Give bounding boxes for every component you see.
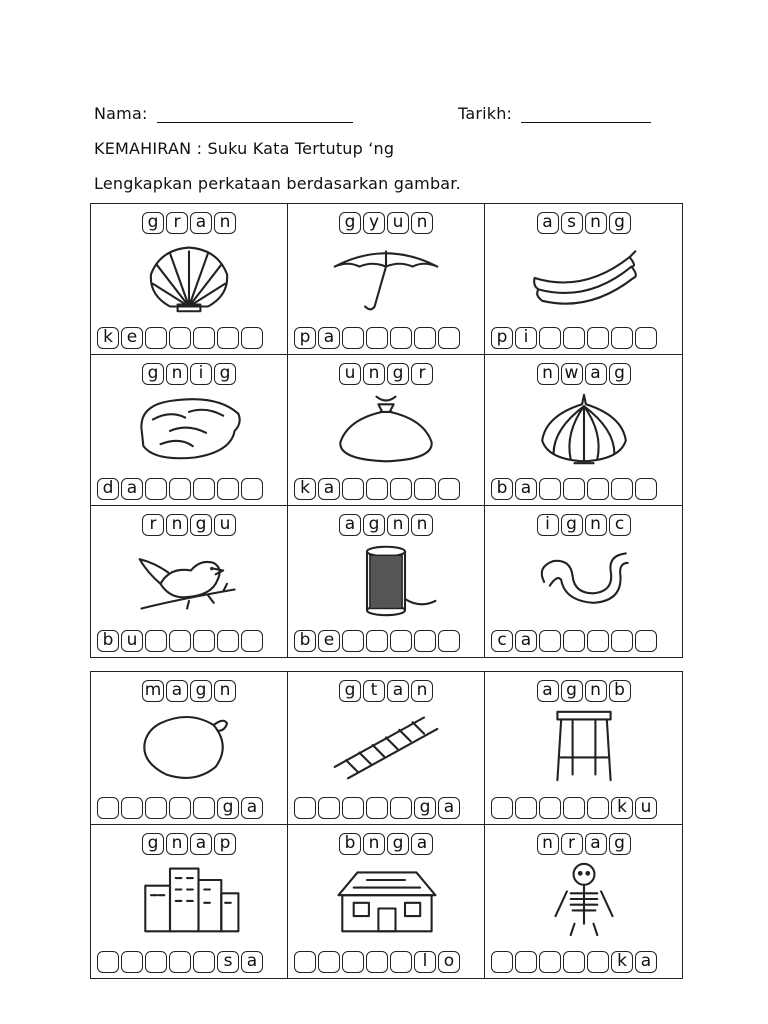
given-letter-tile: a	[515, 478, 537, 500]
scrambled-letter-tile: r	[142, 514, 164, 536]
given-letter-tile: e	[121, 327, 143, 349]
answer-blank-tile[interactable]	[635, 327, 657, 349]
answer-blank-tile[interactable]	[366, 327, 388, 349]
scrambled-letter-tile: n	[166, 833, 188, 855]
answer-blank-tile[interactable]	[366, 630, 388, 652]
answer-blank-tile[interactable]	[145, 327, 167, 349]
scrambled-letter-tile: m	[142, 680, 164, 702]
answer-blank-tile[interactable]	[169, 327, 191, 349]
thread-spool-picture	[326, 542, 446, 618]
answer-blank-tile[interactable]	[539, 630, 561, 652]
given-letter-tile: p	[491, 327, 513, 349]
answer-blank-tile[interactable]	[414, 327, 436, 349]
answer-blank-tile[interactable]	[491, 797, 513, 819]
answer-blank-tile[interactable]	[611, 630, 633, 652]
scrambled-letters	[537, 680, 631, 702]
exercise-cell-meat	[91, 355, 288, 506]
given-letter-tile: u	[635, 797, 657, 819]
scrambled-letters	[537, 514, 631, 536]
date-label	[458, 104, 651, 123]
scrambled-letter-tile: a	[585, 833, 607, 855]
answer-blank-tile[interactable]	[169, 797, 191, 819]
answer-boxes	[491, 797, 657, 819]
exercise-cell-thread-spool	[288, 506, 485, 657]
given-letter-tile: a	[241, 951, 263, 973]
given-letter-tile: o	[438, 951, 460, 973]
scrambled-letters	[537, 212, 631, 234]
answer-blank-tile[interactable]	[145, 630, 167, 652]
scrambled-letters	[142, 212, 236, 234]
scrambled-letter-tile: s	[561, 212, 583, 234]
scrambled-letter-tile: n	[585, 212, 607, 234]
answer-blank-tile[interactable]	[563, 630, 585, 652]
answer-boxes	[491, 478, 657, 500]
name-label	[94, 104, 353, 123]
scrambled-letter-tile: g	[142, 363, 164, 385]
answer-blank-tile[interactable]	[169, 478, 191, 500]
scrambled-letter-tile: c	[609, 514, 631, 536]
scrambled-letter-tile: r	[166, 212, 188, 234]
answer-blank-tile[interactable]	[342, 951, 364, 973]
answer-boxes	[294, 951, 460, 973]
scrambled-letter-tile: n	[411, 212, 433, 234]
scrambled-letter-tile: g	[339, 680, 361, 702]
given-letter-tile: l	[414, 951, 436, 973]
scrambled-letter-tile: g	[561, 680, 583, 702]
scrambled-letter-tile: a	[190, 833, 212, 855]
given-letter-tile: k	[294, 478, 316, 500]
answer-blank-tile[interactable]	[193, 327, 215, 349]
exercise-cell-city-buildings	[91, 825, 288, 978]
given-letter-tile: k	[611, 951, 633, 973]
scrambled-letter-tile: b	[339, 833, 361, 855]
answer-blank-tile[interactable]	[390, 797, 412, 819]
scrambled-letters	[142, 363, 236, 385]
answer-blank-tile[interactable]	[563, 478, 585, 500]
answer-boxes	[491, 327, 657, 349]
answer-boxes	[97, 478, 263, 500]
exercise-cell-worm	[485, 506, 682, 657]
scrambled-letters	[339, 680, 433, 702]
scrambled-letter-tile: n	[585, 514, 607, 536]
given-letter-tile: b	[97, 630, 119, 652]
answer-blank-tile[interactable]	[539, 327, 561, 349]
answer-blank-tile[interactable]	[342, 478, 364, 500]
answer-boxes	[294, 327, 460, 349]
answer-blank-tile[interactable]	[438, 327, 460, 349]
onion-picture	[524, 391, 644, 467]
answer-blank-tile[interactable]	[366, 951, 388, 973]
city-buildings-picture	[129, 861, 249, 937]
scrambled-letter-tile: n	[411, 514, 433, 536]
scrambled-letter-tile: g	[363, 514, 385, 536]
scrambled-letter-tile: g	[387, 363, 409, 385]
scrambled-letter-tile: i	[190, 363, 212, 385]
scrambled-letter-tile: g	[190, 514, 212, 536]
given-letter-tile: g	[217, 797, 239, 819]
answer-boxes	[97, 951, 263, 973]
skeleton-picture	[524, 861, 644, 937]
given-letter-tile: i	[515, 327, 537, 349]
date-field[interactable]	[521, 108, 651, 123]
answer-blank-tile[interactable]	[563, 951, 585, 973]
exercise-cell-seashell	[91, 204, 288, 355]
scrambled-letter-tile: n	[585, 680, 607, 702]
answer-blank-tile[interactable]	[491, 951, 513, 973]
answer-blank-tile[interactable]	[193, 951, 215, 973]
scrambled-letters	[339, 833, 433, 855]
given-letter-tile: d	[97, 478, 119, 500]
exercise-cell-skeleton	[485, 825, 682, 978]
exercise-cell-bananas	[485, 204, 682, 355]
scrambled-letter-tile: a	[166, 680, 188, 702]
answer-blank-tile[interactable]	[97, 951, 119, 973]
answer-blank-tile[interactable]	[318, 797, 340, 819]
ladder-picture	[326, 708, 446, 784]
worksheet-grid-top	[90, 203, 683, 658]
given-letter-tile: u	[121, 630, 143, 652]
scrambled-letter-tile: n	[363, 833, 385, 855]
exercise-cell-house	[288, 825, 485, 978]
answer-blank-tile[interactable]	[611, 478, 633, 500]
answer-blank-tile[interactable]	[121, 797, 143, 819]
scrambled-letters	[339, 212, 433, 234]
answer-blank-tile[interactable]	[342, 327, 364, 349]
answer-blank-tile[interactable]	[169, 630, 191, 652]
answer-blank-tile[interactable]	[438, 478, 460, 500]
worm-picture	[524, 542, 644, 618]
answer-blank-tile[interactable]	[515, 797, 537, 819]
house-picture	[326, 861, 446, 937]
scrambled-letter-tile: u	[387, 212, 409, 234]
worksheet-grid-bottom	[90, 671, 683, 979]
answer-blank-tile[interactable]	[635, 630, 657, 652]
given-letter-tile: a	[438, 797, 460, 819]
answer-boxes	[491, 951, 657, 973]
scrambled-letter-tile: p	[214, 833, 236, 855]
given-letter-tile: c	[491, 630, 513, 652]
skill-heading: KEMAHIRAN : Suku Kata Tertutup ‘ng	[94, 139, 395, 158]
answer-blank-tile[interactable]	[121, 951, 143, 973]
scrambled-letters	[339, 514, 433, 536]
instruction-text: Lengkapkan perkataan berdasarkan gambar.	[94, 174, 461, 193]
scrambled-letter-tile: a	[537, 212, 559, 234]
answer-blank-tile[interactable]	[539, 951, 561, 973]
answer-blank-tile[interactable]	[366, 797, 388, 819]
date-label-text: Tarikh:	[458, 104, 513, 123]
scrambled-letter-tile: r	[561, 833, 583, 855]
scrambled-letter-tile: g	[387, 833, 409, 855]
answer-boxes	[97, 630, 263, 652]
answer-blank-tile[interactable]	[390, 630, 412, 652]
exercise-cell-onion	[485, 355, 682, 506]
answer-blank-tile[interactable]	[193, 478, 215, 500]
meat-picture	[129, 391, 249, 467]
bird-picture	[129, 542, 249, 618]
given-letter-tile: k	[611, 797, 633, 819]
answer-blank-tile[interactable]	[241, 478, 263, 500]
given-letter-tile: k	[97, 327, 119, 349]
answer-boxes	[97, 327, 263, 349]
answer-blank-tile[interactable]	[587, 951, 609, 973]
given-letter-tile: s	[217, 951, 239, 973]
exercise-cell-bird	[91, 506, 288, 657]
given-letter-tile: b	[294, 630, 316, 652]
given-letter-tile: a	[318, 478, 340, 500]
answer-blank-tile[interactable]	[515, 951, 537, 973]
scrambled-letter-tile: a	[585, 363, 607, 385]
name-label-text: Nama:	[94, 104, 148, 123]
scrambled-letter-tile: n	[166, 363, 188, 385]
bananas-picture	[524, 240, 644, 316]
scrambled-letter-tile: g	[190, 680, 212, 702]
scrambled-letter-tile: g	[609, 363, 631, 385]
answer-blank-tile[interactable]	[587, 327, 609, 349]
answer-blank-tile[interactable]	[193, 630, 215, 652]
answer-blank-tile[interactable]	[294, 797, 316, 819]
scrambled-letters	[142, 680, 236, 702]
given-letter-tile: e	[318, 630, 340, 652]
answer-blank-tile[interactable]	[611, 327, 633, 349]
scrambled-letter-tile: y	[363, 212, 385, 234]
answer-blank-tile[interactable]	[342, 630, 364, 652]
scrambled-letter-tile: n	[537, 363, 559, 385]
given-letter-tile: a	[515, 630, 537, 652]
scrambled-letter-tile: g	[214, 363, 236, 385]
given-letter-tile: a	[318, 327, 340, 349]
answer-blank-tile[interactable]	[145, 478, 167, 500]
answer-blank-tile[interactable]	[294, 951, 316, 973]
answer-blank-tile[interactable]	[342, 797, 364, 819]
scrambled-letter-tile: r	[411, 363, 433, 385]
answer-blank-tile[interactable]	[217, 478, 239, 500]
scrambled-letters	[142, 514, 236, 536]
stool-picture	[524, 708, 644, 784]
answer-boxes	[294, 478, 460, 500]
given-letter-tile: b	[491, 478, 513, 500]
answer-blank-tile[interactable]	[97, 797, 119, 819]
sack-picture	[326, 391, 446, 467]
seashell-picture	[129, 240, 249, 316]
answer-blank-tile[interactable]	[587, 797, 609, 819]
scrambled-letter-tile: g	[609, 833, 631, 855]
answer-boxes	[97, 797, 263, 819]
given-letter-tile: p	[294, 327, 316, 349]
scrambled-letter-tile: g	[142, 212, 164, 234]
scrambled-letter-tile: g	[142, 833, 164, 855]
exercise-cell-umbrella	[288, 204, 485, 355]
answer-blank-tile[interactable]	[587, 478, 609, 500]
scrambled-letter-tile: g	[609, 212, 631, 234]
scrambled-letter-tile: n	[166, 514, 188, 536]
answer-blank-tile[interactable]	[241, 630, 263, 652]
answer-blank-tile[interactable]	[414, 478, 436, 500]
answer-blank-tile[interactable]	[318, 951, 340, 973]
scrambled-letter-tile: n	[214, 212, 236, 234]
answer-blank-tile[interactable]	[563, 797, 585, 819]
scrambled-letter-tile: i	[537, 514, 559, 536]
scrambled-letters	[142, 833, 236, 855]
given-letter-tile: a	[241, 797, 263, 819]
answer-blank-tile[interactable]	[539, 797, 561, 819]
scrambled-letter-tile: n	[363, 363, 385, 385]
answer-blank-tile[interactable]	[563, 327, 585, 349]
given-letter-tile: a	[121, 478, 143, 500]
scrambled-letter-tile: a	[411, 833, 433, 855]
scrambled-letter-tile: n	[387, 514, 409, 536]
scrambled-letter-tile: a	[339, 514, 361, 536]
answer-boxes	[491, 630, 657, 652]
exercise-cell-sack	[288, 355, 485, 506]
scrambled-letters	[537, 833, 631, 855]
answer-blank-tile[interactable]	[390, 951, 412, 973]
scrambled-letter-tile: a	[537, 680, 559, 702]
scrambled-letter-tile: n	[214, 680, 236, 702]
answer-blank-tile[interactable]	[390, 478, 412, 500]
exercise-cell-mango	[91, 672, 288, 825]
answer-blank-tile[interactable]	[366, 478, 388, 500]
scrambled-letter-tile: g	[339, 212, 361, 234]
answer-blank-tile[interactable]	[145, 951, 167, 973]
scrambled-letter-tile: g	[561, 514, 583, 536]
scrambled-letters	[537, 363, 631, 385]
scrambled-letter-tile: t	[363, 680, 385, 702]
answer-blank-tile[interactable]	[241, 327, 263, 349]
answer-blank-tile[interactable]	[438, 630, 460, 652]
scrambled-letters	[339, 363, 433, 385]
answer-boxes	[294, 797, 460, 819]
mango-picture	[129, 708, 249, 784]
given-letter-tile: g	[414, 797, 436, 819]
answer-blank-tile[interactable]	[217, 630, 239, 652]
scrambled-letter-tile: u	[214, 514, 236, 536]
scrambled-letter-tile: u	[339, 363, 361, 385]
answer-boxes	[294, 630, 460, 652]
scrambled-letter-tile: a	[190, 212, 212, 234]
scrambled-letter-tile: n	[537, 833, 559, 855]
exercise-cell-stool	[485, 672, 682, 825]
scrambled-letter-tile: w	[561, 363, 583, 385]
given-letter-tile: a	[635, 951, 657, 973]
scrambled-letter-tile: a	[387, 680, 409, 702]
answer-blank-tile[interactable]	[169, 951, 191, 973]
scrambled-letter-tile: b	[609, 680, 631, 702]
answer-blank-tile[interactable]	[193, 797, 215, 819]
answer-blank-tile[interactable]	[217, 327, 239, 349]
name-field[interactable]	[157, 108, 353, 123]
answer-blank-tile[interactable]	[539, 478, 561, 500]
answer-blank-tile[interactable]	[635, 478, 657, 500]
answer-blank-tile[interactable]	[414, 630, 436, 652]
answer-blank-tile[interactable]	[587, 630, 609, 652]
exercise-cell-ladder	[288, 672, 485, 825]
answer-blank-tile[interactable]	[145, 797, 167, 819]
scrambled-letter-tile: n	[411, 680, 433, 702]
answer-blank-tile[interactable]	[390, 327, 412, 349]
umbrella-picture	[326, 240, 446, 316]
